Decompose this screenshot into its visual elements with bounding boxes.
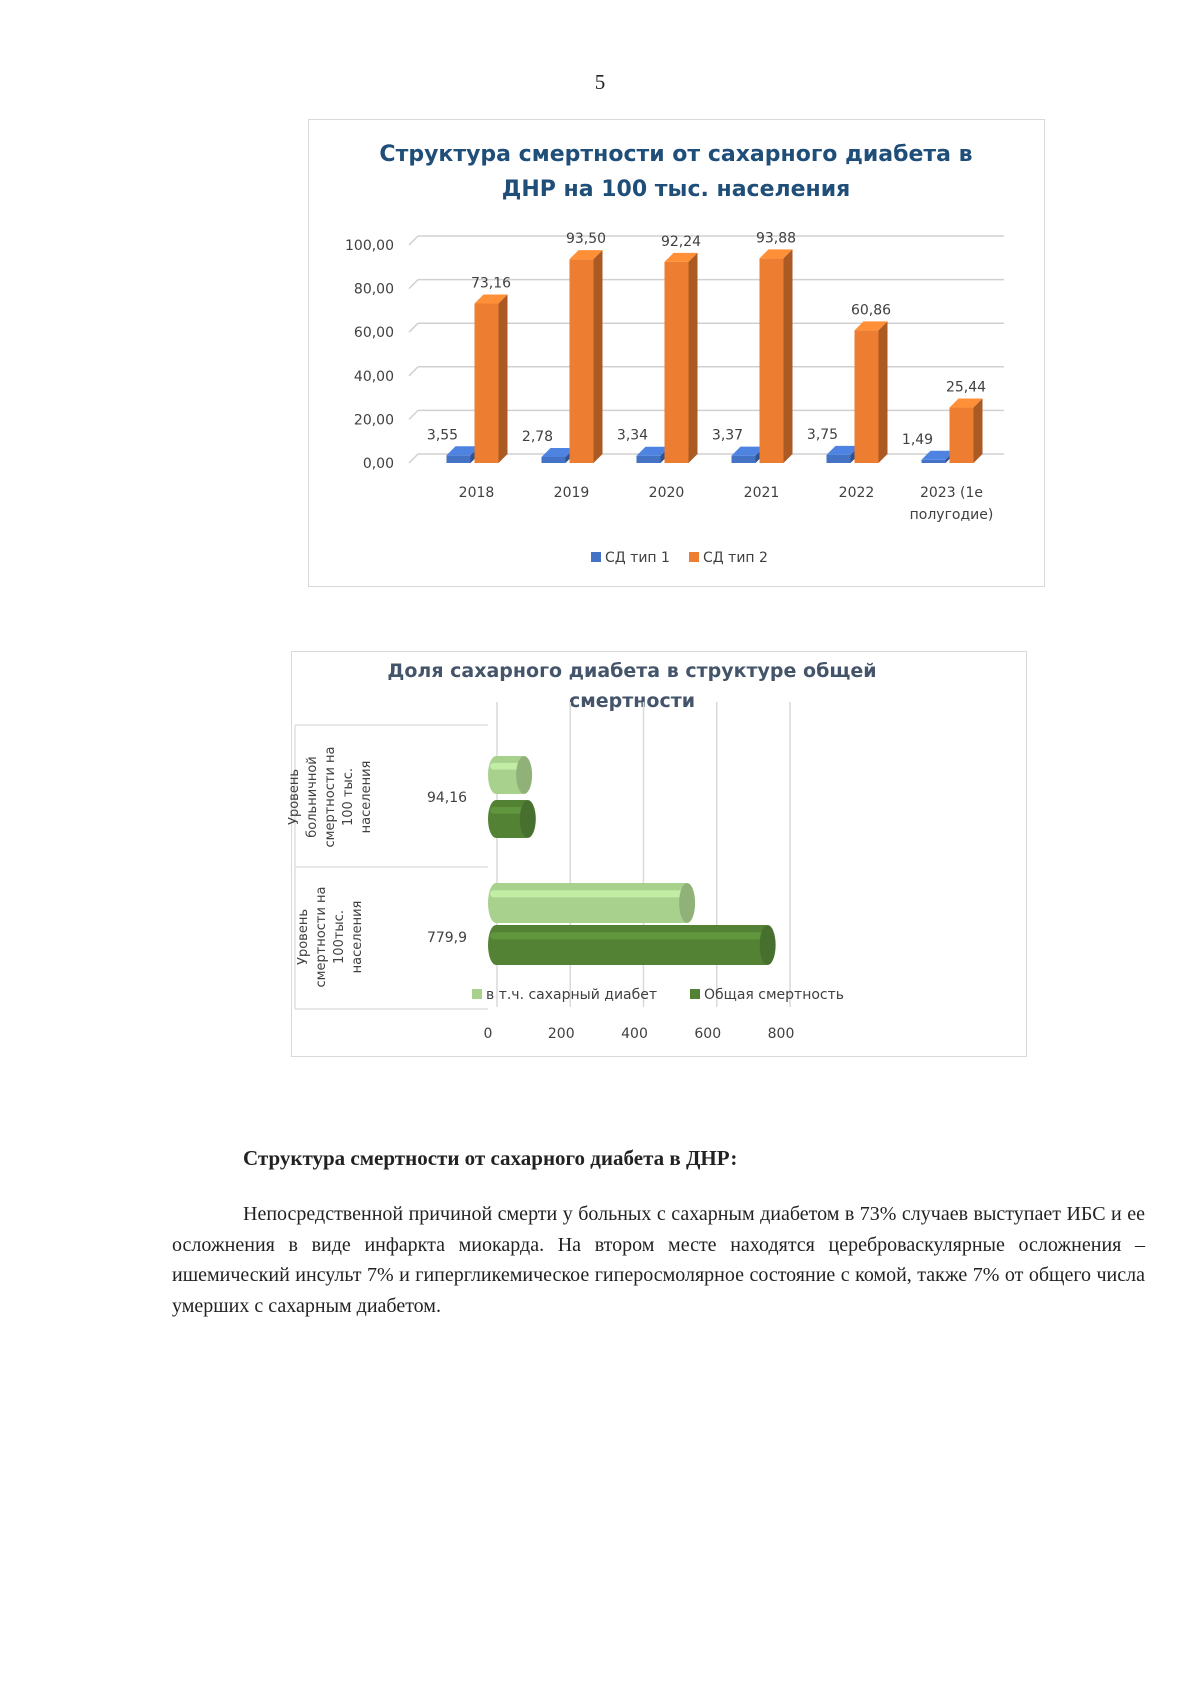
bar-front bbox=[637, 456, 661, 463]
x-tick-label: полугодие) bbox=[909, 507, 994, 523]
y-tick-label: 60,00 bbox=[353, 325, 394, 342]
bar-cap bbox=[516, 756, 532, 794]
y-tick-label: 40,00 bbox=[353, 368, 394, 385]
data-label: 2,78 bbox=[521, 428, 554, 445]
x-tick-label: 2019 bbox=[553, 485, 590, 501]
mortality-structure-chart-svg bbox=[309, 120, 1044, 586]
y-tick-label: 80,00 bbox=[353, 281, 394, 298]
x-tick-label: 2023 (1е bbox=[919, 485, 984, 501]
bar-highlight bbox=[490, 890, 691, 897]
bar-front bbox=[827, 455, 851, 463]
category-label: населения bbox=[359, 760, 374, 834]
data-label: 1,49 bbox=[901, 431, 934, 448]
category-label: 100тыс. bbox=[332, 910, 347, 964]
category-label: смертности на bbox=[314, 886, 329, 988]
bar-side bbox=[784, 249, 793, 463]
data-label: 92,24 bbox=[660, 233, 702, 250]
chart-title: ДНР на 100 тыс. населения bbox=[501, 177, 851, 202]
x-tick-label: 2020 bbox=[648, 485, 685, 501]
bar-highlight bbox=[490, 932, 772, 939]
bar-cylinder bbox=[488, 925, 774, 965]
chart-title: Структура смертности от сахарного диабета в bbox=[379, 142, 973, 167]
bar-side bbox=[499, 295, 508, 463]
data-label: 3,34 bbox=[616, 427, 649, 444]
bar-front bbox=[542, 457, 566, 463]
bar-front bbox=[922, 460, 946, 463]
diabetes-share-chart-svg bbox=[287, 652, 1026, 1056]
bar-side bbox=[879, 321, 888, 463]
x-tick-label: 2022 bbox=[838, 485, 875, 501]
bar-front bbox=[760, 258, 784, 463]
legend-label: СД тип 1 bbox=[605, 550, 670, 566]
y-tick-label: 100,00 bbox=[345, 238, 394, 254]
x-tick-label: 0 bbox=[483, 1026, 493, 1042]
legend-swatch bbox=[690, 989, 700, 999]
category-label: смертности на bbox=[323, 746, 338, 848]
diabetes-share-chart bbox=[287, 651, 1027, 1057]
bar-side bbox=[594, 250, 603, 463]
category-label: Уровень bbox=[287, 769, 302, 825]
data-label: 60,86 bbox=[850, 302, 892, 319]
gridline bbox=[409, 454, 418, 463]
legend-swatch bbox=[591, 552, 601, 562]
page-number: 5 bbox=[594, 70, 606, 94]
bar-front bbox=[475, 304, 499, 463]
x-tick-label: 800 bbox=[767, 1026, 795, 1042]
bar-cap bbox=[520, 800, 536, 838]
data-label: 93,88 bbox=[755, 230, 797, 247]
chart-title: Доля сахарного диабета в структуре общей bbox=[387, 660, 877, 682]
bar-front bbox=[732, 456, 756, 463]
bar-front bbox=[570, 259, 594, 463]
x-tick-label: 400 bbox=[621, 1026, 648, 1042]
gridline bbox=[409, 236, 418, 245]
y-tick-label: 20,00 bbox=[353, 412, 394, 429]
gridline bbox=[409, 367, 418, 376]
bar-cap bbox=[679, 883, 695, 923]
mortality-structure-chart bbox=[308, 119, 1045, 587]
category-label: больничной bbox=[305, 756, 320, 838]
body-paragraph: Непосредственной причиной смерти у больных с сахарным диабетом в 73% случаев выступает ИБС и ее осложнения в виде инфаркта миокарда. На втором месте находятся цереброваскулярные осложнения – ишемический инсульт 7% и гипергликемическое гиперосмолярное состояние с комой, также 7% от общего числа умерших с сахарным диабетом. bbox=[172, 1203, 1145, 1317]
data-label: 3,75 bbox=[806, 426, 839, 443]
x-tick-label: 2018 bbox=[458, 485, 495, 501]
section-heading: Структура смертности от сахарного диабета в ДНР: bbox=[243, 1146, 738, 1170]
data-label: 93,50 bbox=[565, 231, 607, 248]
data-label: 25,44 bbox=[945, 379, 987, 396]
legend-label: в т.ч. сахарный диабет bbox=[486, 987, 658, 1003]
category-label: 100 тыс. bbox=[341, 767, 356, 827]
category-label: населения bbox=[350, 900, 365, 974]
category-value-label: 94,16 bbox=[426, 790, 468, 806]
legend-swatch bbox=[689, 552, 699, 562]
x-tick-label: 2021 bbox=[743, 485, 780, 501]
legend-label: Общая смертность bbox=[704, 987, 845, 1003]
bar-front bbox=[855, 330, 879, 463]
legend-label: СД тип 2 bbox=[703, 550, 768, 566]
gridline bbox=[409, 280, 418, 289]
gridline bbox=[409, 410, 418, 419]
category-label: Уровень bbox=[296, 909, 311, 965]
bar-front bbox=[950, 408, 974, 463]
gridline bbox=[409, 323, 418, 332]
data-label: 3,55 bbox=[426, 427, 459, 444]
bar-side bbox=[689, 253, 698, 463]
chart-title: смертности bbox=[568, 690, 696, 712]
bar-front bbox=[447, 455, 471, 463]
bar-side bbox=[974, 399, 983, 463]
x-tick-label: 200 bbox=[547, 1026, 575, 1042]
y-tick-label: 0,00 bbox=[362, 456, 394, 472]
category-value-label: 779,9 bbox=[426, 930, 468, 946]
bar-cap bbox=[760, 925, 776, 965]
x-tick-label: 600 bbox=[694, 1026, 722, 1042]
bar-cylinder bbox=[488, 883, 693, 923]
data-label: 3,37 bbox=[711, 427, 744, 444]
data-label: 73,16 bbox=[470, 275, 512, 292]
bar-front bbox=[665, 262, 689, 463]
legend-swatch bbox=[472, 989, 482, 999]
